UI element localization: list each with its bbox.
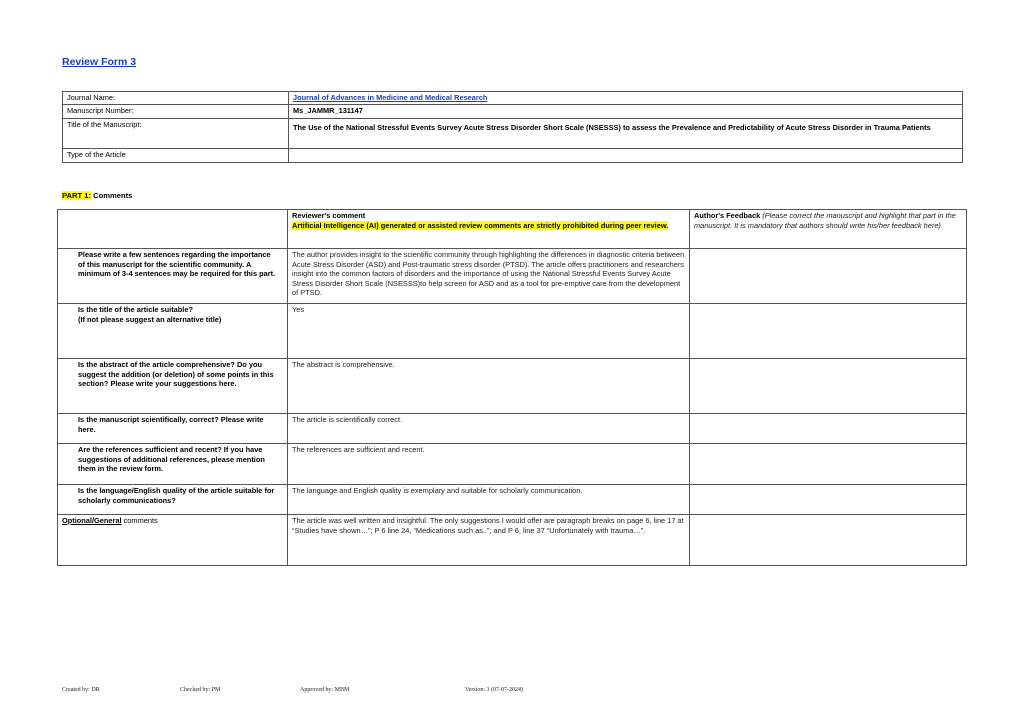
optional-comments-suffix: comments: [121, 516, 158, 525]
part1-label: Comments: [90, 191, 133, 200]
part1-heading: [62, 191, 132, 200]
optional-general-label: Optional/General: [62, 516, 122, 525]
form-title: Review Form 3: [62, 56, 137, 68]
article-type-label: Type of the Article: [63, 148, 289, 162]
manuscript-title-row: [63, 118, 963, 148]
reviewer-answer-references: The references are sufficient and recent.: [288, 444, 690, 485]
table-row: [58, 249, 967, 304]
manuscript-number-row: [63, 104, 963, 118]
reviewer-answer-abstract: The abstract is comprehensive.: [288, 359, 690, 414]
comments-header-row: [58, 210, 967, 249]
manuscript-info-table: [62, 91, 963, 163]
optional-comments-label: [58, 515, 288, 566]
table-row: [58, 414, 967, 444]
author-feedback-field[interactable]: [690, 359, 967, 414]
table-row: [58, 485, 967, 515]
author-feedback-header: Author's Feedback: [694, 211, 761, 220]
reviewer-answer-importance: The author provides insight to the scientific community through highlighting the differences in diagnostic criteria between Acute Stress Disorder (ASD) and Post-traumatic stress disorder (PTSD). The article offers practitioners and researchers insight into the common factors of disorders and the importance of using the National Stressful Events Survey Acute Stress Disorder Short Scale (NSESSS)to help screen for ASD and as a tool for pre-emptive care from the development of PTSD.: [288, 249, 690, 304]
journal-name-label: Journal Name:: [63, 92, 289, 105]
header-empty-cell: [58, 210, 288, 249]
comments-table: [57, 209, 967, 566]
article-type-row: [63, 148, 963, 162]
part1-prefix: PART 1:: [62, 191, 91, 200]
article-type-value: [289, 148, 963, 162]
question-references: Are the references sufficient and recent? If you have suggestions of additional references, please mention them in the review form.: [58, 444, 288, 485]
author-feedback-field[interactable]: [690, 444, 967, 485]
table-row: [58, 444, 967, 485]
footer-approved-by: Approved by: MBM: [300, 687, 350, 693]
manuscript-number-label: Manuscript Number:: [63, 104, 289, 118]
reviewer-answer-optional: The article was well written and insightful. The only suggestions I would offer are paragraph breaks on page 6, line 17 at “Studies have shown…”; P 6 line 24, “Medications such as..”; and P 6, line 37 “Unfortunately with trauma…”.: [288, 515, 690, 566]
footer-checked-by: Checked by: PM: [180, 687, 221, 693]
manuscript-title-value: The Use of the National Stressful Events Survey Acute Stress Disorder Short Scale (NSESSS) to assess the Prevalence and Predictability of Acute Stress Disorder in Trauma Patients: [289, 118, 963, 148]
reviewer-answer-title: Yes: [288, 304, 690, 359]
author-feedback-header-cell: [690, 210, 967, 249]
journal-name-link[interactable]: Journal of Advances in Medicine and Medical Research: [293, 93, 488, 102]
reviewer-answer-language: The language and English quality is exemplary and suitable for scholarly communication.: [288, 485, 690, 515]
author-feedback-field[interactable]: [690, 304, 967, 359]
author-feedback-field[interactable]: [690, 249, 967, 304]
question-title: [58, 304, 288, 359]
footer-created-by: Created by: DR: [62, 687, 100, 693]
manuscript-number-value: Ms_JAMMR_131147: [289, 104, 963, 118]
journal-name-cell: [289, 92, 963, 105]
reviewer-answer-scientific: The article is scientifically correct.: [288, 414, 690, 444]
author-feedback-instructions: (Please correct the manuscript and highlight that part in the manuscript. It is mandatory that authors should write his/her feedback here): [694, 211, 956, 230]
table-row: [58, 304, 967, 359]
author-feedback-field[interactable]: [690, 414, 967, 444]
author-feedback-field[interactable]: [690, 485, 967, 515]
question-language: Is the language/English quality of the article suitable for scholarly communications?: [58, 485, 288, 515]
ai-notice: Artificial Intelligence (AI) generated or assisted review comments are strictly prohibited during peer review.: [292, 220, 669, 230]
author-feedback-field[interactable]: [690, 515, 967, 566]
question-title-line1: Is the title of the article suitable?: [78, 305, 193, 314]
question-title-line2: (If not please suggest an alternative title): [78, 314, 222, 324]
reviewer-comment-header: Reviewer's comment: [292, 211, 366, 220]
table-row: [58, 515, 967, 566]
question-scientific: Is the manuscript scientifically, correct? Please write here.: [58, 414, 288, 444]
manuscript-title-label: Title of the Manuscript:: [63, 118, 289, 148]
journal-name-row: [63, 92, 963, 105]
question-abstract: Is the abstract of the article comprehensive? Do you suggest the addition (or deletion) of some points in this section? Please write your suggestions here.: [58, 359, 288, 414]
reviewer-header-cell: [288, 210, 690, 249]
footer-version: Version: 3 (07-07-2024): [465, 687, 523, 693]
table-row: [58, 359, 967, 414]
question-importance: Please write a few sentences regarding the importance of this manuscript for the scientific community. A minimum of 3-4 sentences may be required for this part.: [58, 249, 288, 304]
